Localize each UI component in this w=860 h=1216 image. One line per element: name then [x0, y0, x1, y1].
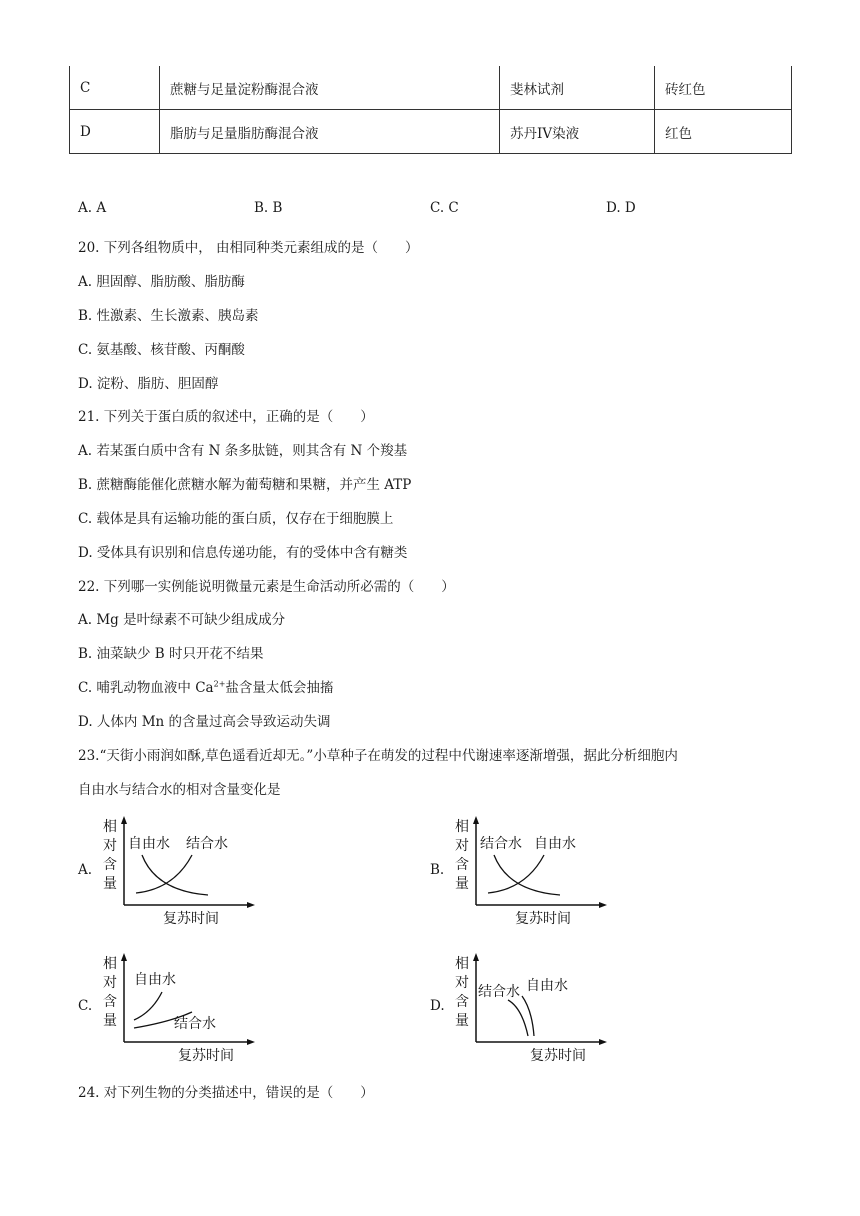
q20-stem: 20. 下列各组物质中， 由相同种类元素组成的是（ ） — [78, 240, 419, 256]
q23-option-b-label: B. — [430, 862, 445, 878]
graph-b — [452, 815, 612, 930]
q21-option-c: C. 载体是具有运输功能的蛋白质，仅存在于细胞膜上 — [78, 511, 394, 527]
free-water-curve — [134, 992, 162, 1020]
x-axis-label: 复苏时间 — [163, 911, 219, 927]
y-axis-char: 量 — [455, 1013, 469, 1029]
q22-option-c-rest: 盐含量太低会抽搐 — [225, 680, 334, 696]
y-axis-char: 量 — [103, 1013, 117, 1029]
bound-water-curve — [508, 1000, 528, 1036]
y-axis-char: 相 — [455, 819, 469, 835]
q22-option-d: D. 人体内 Mn 的含量过高会导致运动失调 — [78, 714, 331, 730]
graph-c — [100, 950, 260, 1068]
bound-water-curve — [494, 855, 560, 895]
curve-label-bound-water: 结合水 — [186, 836, 228, 852]
q23-option-d-label: D. — [430, 998, 445, 1014]
x-axis-arrow — [247, 902, 255, 908]
y-axis-char: 量 — [455, 876, 469, 892]
y-axis-char: 含 — [455, 994, 469, 1010]
free-water-curve — [522, 996, 534, 1036]
q22-stem: 22. 下列哪一实例能说明微量元素是生命活动所必需的（ ） — [78, 579, 455, 595]
q21-option-b: B. 蔗糖酶能催化蔗糖水解为葡萄糖和果糖，并产生 ATP — [78, 477, 412, 493]
table-row — [70, 66, 792, 110]
q21-option-d: D. 受体具有识别和信息传递功能，有的受体中含有糖类 — [78, 545, 408, 561]
table-cell: D — [70, 110, 160, 154]
x-axis-arrow — [599, 1039, 607, 1045]
y-axis-char: 对 — [455, 838, 469, 854]
curve-label-bound-water: 结合水 — [478, 984, 520, 1000]
q21-option-a: A. 若某蛋白质中含有 N 条多肽链，则其含有 N 个羧基 — [78, 443, 408, 459]
q22-option-c — [78, 676, 333, 696]
y-axis-char: 相 — [103, 819, 117, 835]
table-row — [70, 110, 792, 154]
y-axis-char: 含 — [455, 857, 469, 873]
q19-option-a: A. A — [78, 200, 107, 216]
y-axis-char: 对 — [103, 838, 117, 854]
table-cell: 砖红色 — [655, 66, 792, 110]
q19-option-c: C. C — [430, 200, 459, 216]
q20-option-d: D. 淀粉、脂肪、胆固醇 — [78, 376, 219, 392]
table-cell: 红色 — [655, 110, 792, 154]
y-axis-char: 含 — [103, 994, 117, 1010]
q22-option-c-text: C. 哺乳动物血液中 Ca — [78, 680, 214, 696]
x-axis-label: 复苏时间 — [530, 1048, 586, 1064]
table-cell: 苏丹IV染液 — [500, 110, 655, 154]
curve-label-bound-water: 结合水 — [480, 836, 522, 852]
graph-a — [100, 815, 260, 930]
y-axis-arrow — [121, 953, 127, 961]
y-axis-char: 量 — [103, 876, 117, 892]
q20-option-c: C. 氨基酸、核苷酸、丙酮酸 — [78, 342, 245, 358]
free-water-curve — [142, 855, 208, 895]
y-axis-char: 含 — [103, 857, 117, 873]
curve-label-free-water: 自由水 — [526, 978, 568, 994]
y-axis-char: 对 — [103, 975, 117, 991]
x-axis-arrow — [599, 902, 607, 908]
q22-option-b: B. 油菜缺少 B 时只开花不结果 — [78, 646, 264, 662]
curve-label-bound-water: 结合水 — [174, 1016, 216, 1032]
q21-stem: 21. 下列关于蛋白质的叙述中，正确的是（ ） — [78, 409, 374, 425]
q23-option-a-label: A. — [78, 862, 93, 878]
q19-option-b: B. B — [254, 200, 283, 216]
y-axis-char: 相 — [103, 956, 117, 972]
y-axis-arrow — [473, 816, 479, 824]
table-cell: C — [70, 66, 160, 110]
curve-label-free-water: 自由水 — [534, 836, 576, 852]
q19-option-d: D. D — [606, 200, 636, 216]
table-cell: 斐林试剂 — [500, 66, 655, 110]
q20-option-b: B. 性激素、生长激素、胰岛素 — [78, 308, 259, 324]
q23-option-c-label: C. — [78, 998, 93, 1014]
charge-superscript: 2+ — [213, 679, 226, 689]
y-axis-char: 相 — [455, 956, 469, 972]
curve-label-free-water: 自由水 — [134, 972, 176, 988]
x-axis-label: 复苏时间 — [515, 911, 571, 927]
graph-d — [452, 950, 612, 1068]
table-cell: 蔗糖与足量淀粉酶混合液 — [160, 66, 500, 110]
q23-stem-line1: 23.“天街小雨润如酥,草色遥看近却无。”小草种子在萌发的过程中代谢速率逐渐增强，据此分析细胞内 — [78, 748, 678, 764]
q24-stem: 24. 对下列生物的分类描述中，错误的是（ ） — [78, 1085, 374, 1101]
experiment-table — [69, 66, 792, 154]
x-axis-arrow — [247, 1039, 255, 1045]
y-axis-arrow — [121, 816, 127, 824]
x-axis-label: 复苏时间 — [178, 1048, 234, 1064]
curve-label-free-water: 自由水 — [128, 836, 170, 852]
table-cell: 脂肪与足量脂肪酶混合液 — [160, 110, 500, 154]
q22-option-a: A. Mg 是叶绿素不可缺少组成成分 — [78, 612, 286, 628]
y-axis-char: 对 — [455, 975, 469, 991]
y-axis-arrow — [473, 953, 479, 961]
q20-option-a: A. 胆固醇、脂肪酸、脂肪酶 — [78, 274, 245, 290]
q23-stem-line2: 自由水与结合水的相对含量变化是 — [78, 782, 281, 798]
